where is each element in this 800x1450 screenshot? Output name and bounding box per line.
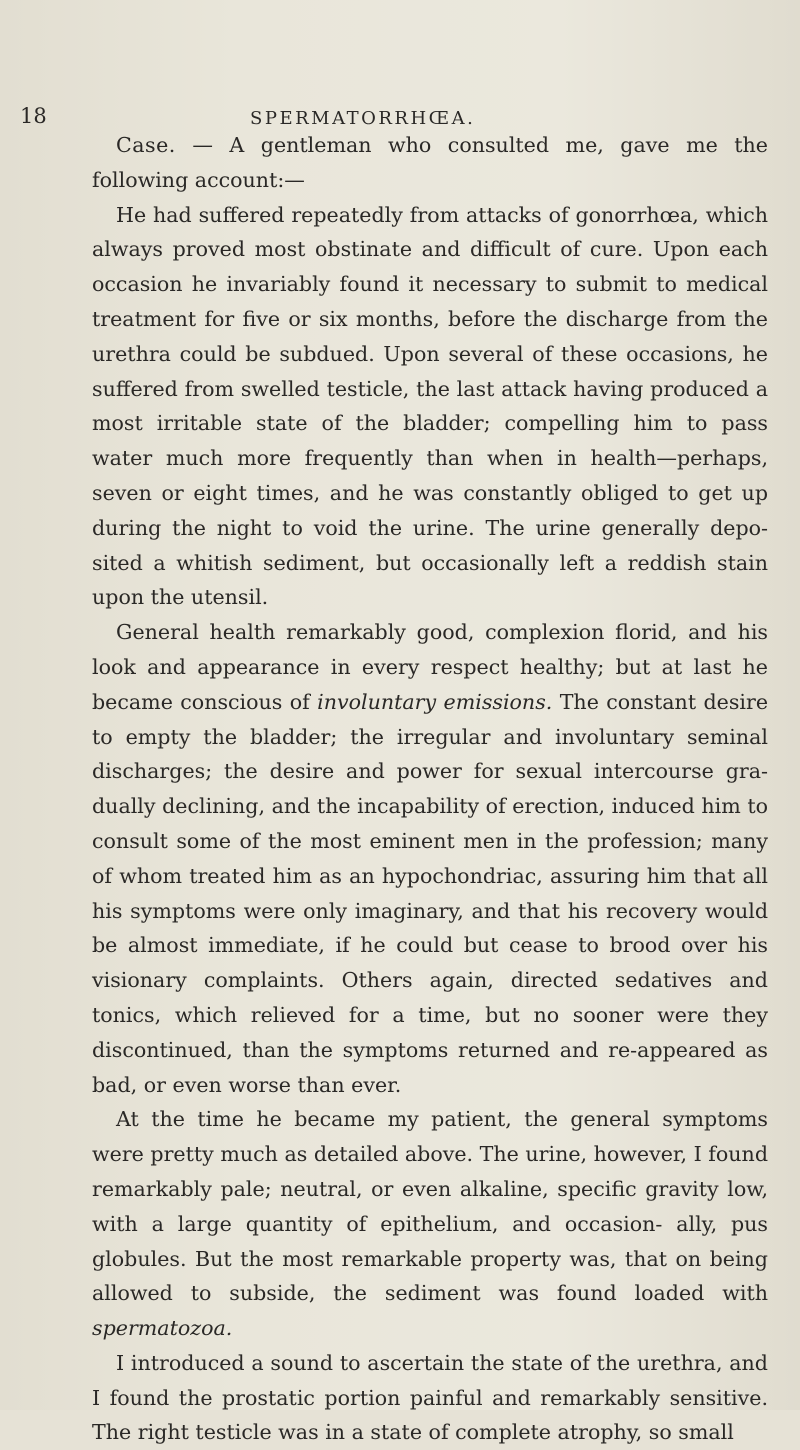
page-number: 18 [20, 104, 47, 128]
running-title: SPERMATORRHŒA. [250, 108, 476, 129]
emphasis-spermatozoa: spermatozoa. [92, 1316, 233, 1341]
paragraph-history: He had suffered repeatedly from attacks of gonorrhœa, which always proved most obstinate and difficult of cure. Upon each occasion he invariably found it necessary to submit to medical treatment for five or six months, before the discharge from the urethra could be subdued. Upon several of these occasions, he suffered from swelled testicle, the last attack having produced a most irritable state of the bladder; compelling him to pass water much more frequently than when in health—perhaps, seven or eight times, and he was constantly obliged to get up during the night to void the urine. The urine generally depo- sited a whitish sediment, but occasionally left a reddish stain upon the utensil. [92, 202, 768, 610]
paragraph-general-health [92, 615, 768, 1102]
paragraph-sound: I introduced a sound to ascertain the state of the urethra, and I found the prostatic portion painful and remarkably sensitive. The right testicle was in a state of complete atrophy, so small [92, 1350, 768, 1445]
general-health-text-continued: The constant desire to empty the bladder; the irregular and involuntary seminal discharges; the desire and power for sexual intercourse gra- dually declining, and the incapability of erection, induced him to consult some of the most eminent men in the profession; many of whom treated him as an hypochondriac, assuring him that all his symptoms were only imaginary, and that his recovery would be almost immediate, if he could but cease to brood over his visionary complaints. Others again, directed sedatives and tonics, which relieved for a time, but no sooner were they discontinued, than the symptoms returned and re-appeared as bad, or even worse than ever. [92, 689, 769, 1097]
case-intro-text: — A gentleman who consulted me, gave me the following account:— [92, 133, 768, 192]
examination-text: At the time he became my patient, the general symptoms were pretty much as detailed above. The urine, however, I found remarkably pale; neutral, or even alkaline, specific gravity low, with a large quantity of epithelium, and occasion- ally, pus globules. But the most remarkable property was, that on being allowed to subside, the sediment was found loaded with [92, 1107, 769, 1306]
emphasis-involuntary-emissions: involuntary emissions. [317, 689, 553, 714]
case-label: Case. [116, 133, 176, 157]
general-health-text: General health remarkably good, complexion florid, and his look and appearance in every respect healthy; but at last he became conscious of [92, 620, 768, 714]
body-text [92, 128, 768, 1450]
paragraph-case-intro [92, 128, 768, 198]
paragraph-examination [92, 1102, 768, 1346]
